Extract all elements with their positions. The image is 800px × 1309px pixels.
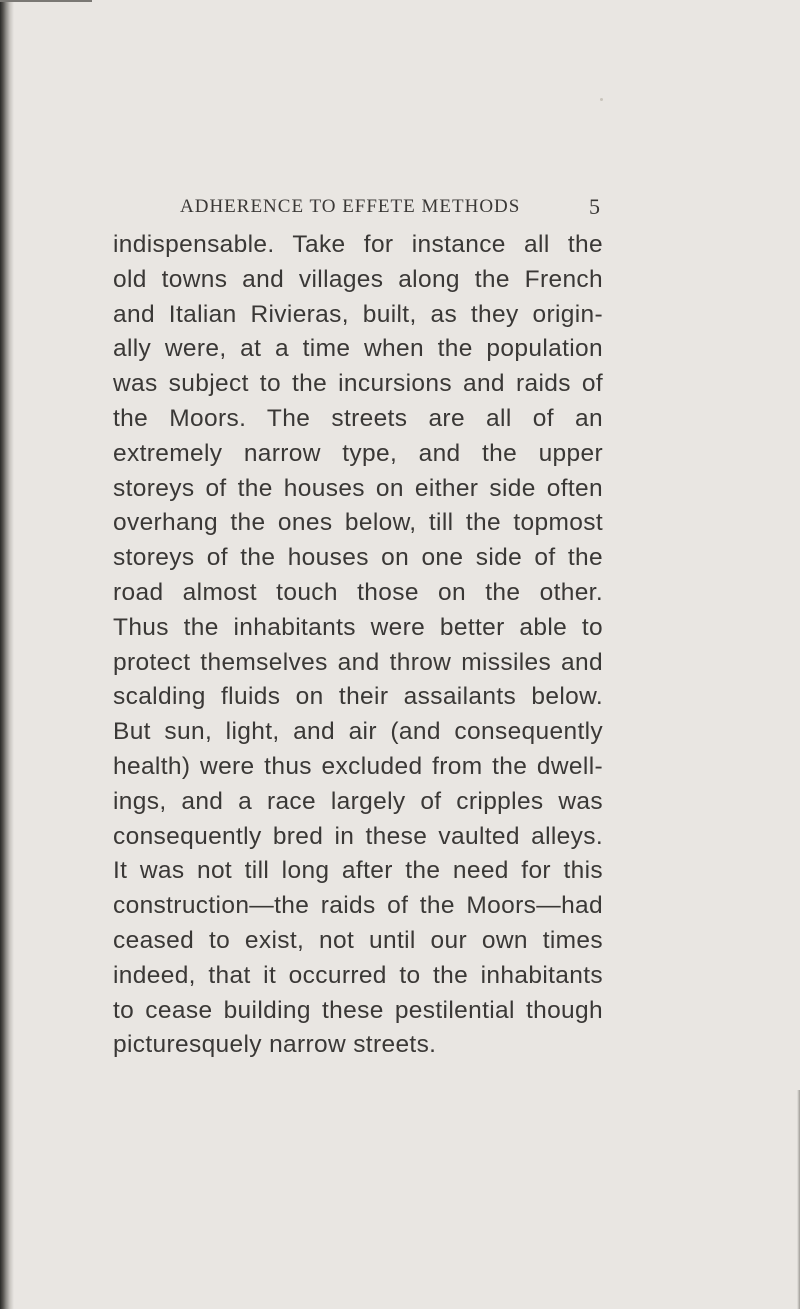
text-line: overhang the ones below, till the topmost <box>113 509 603 537</box>
text-line: indispensable. Take for instance all the <box>113 231 603 258</box>
text-line: extremely narrow type, and the upper <box>113 439 603 467</box>
text-line: ally were, at a time when the population <box>113 335 603 363</box>
text-line: protect themselves and throw missiles and <box>113 648 603 676</box>
text-line: to cease building these pestilential though <box>113 996 603 1024</box>
running-head <box>180 192 600 222</box>
page-number: 5 <box>589 194 600 219</box>
text-line: ings, and a race largely of cripples was <box>113 787 603 815</box>
text-line: consequently bred in these vaulted alleys. <box>113 822 603 850</box>
text-line: It was not till long after the need for this <box>113 857 603 885</box>
running-title: ADHERENCE TO EFFETE METHODS <box>180 196 521 217</box>
text-line: health) were thus excluded from the dwell- <box>113 752 603 780</box>
text-line: was subject to the incursions and raids of <box>113 370 603 398</box>
text-line: storeys of the houses on one side of the <box>113 544 603 572</box>
text-line: road almost touch those on the other. <box>113 578 603 606</box>
text-line: ceased to exist, not until our own times <box>113 926 603 954</box>
text-line: But sun, light, and air (and consequently <box>113 718 603 746</box>
text-line: scalding fluids on their assailants below. <box>113 683 603 711</box>
text-line: indeed, that it occurred to the inhabitants <box>113 961 603 989</box>
text-line: the Moors. The streets are all of an <box>113 404 603 432</box>
text-line: and Italian Rivieras, built, as they origin- <box>113 300 603 328</box>
page-corner-mark <box>0 0 92 2</box>
text-line: Thus the inhabitants were better able to <box>113 613 603 641</box>
body-text <box>113 228 603 1063</box>
text-line: old towns and villages along the French <box>113 265 603 293</box>
text-line: construction—the raids of the Moors—had <box>113 892 603 920</box>
text-line: storeys of the houses on either side often <box>113 474 603 502</box>
book-binding-edge <box>0 0 14 1309</box>
text-line: picturesquely narrow streets. <box>113 1031 437 1059</box>
paper-speck <box>600 98 603 101</box>
